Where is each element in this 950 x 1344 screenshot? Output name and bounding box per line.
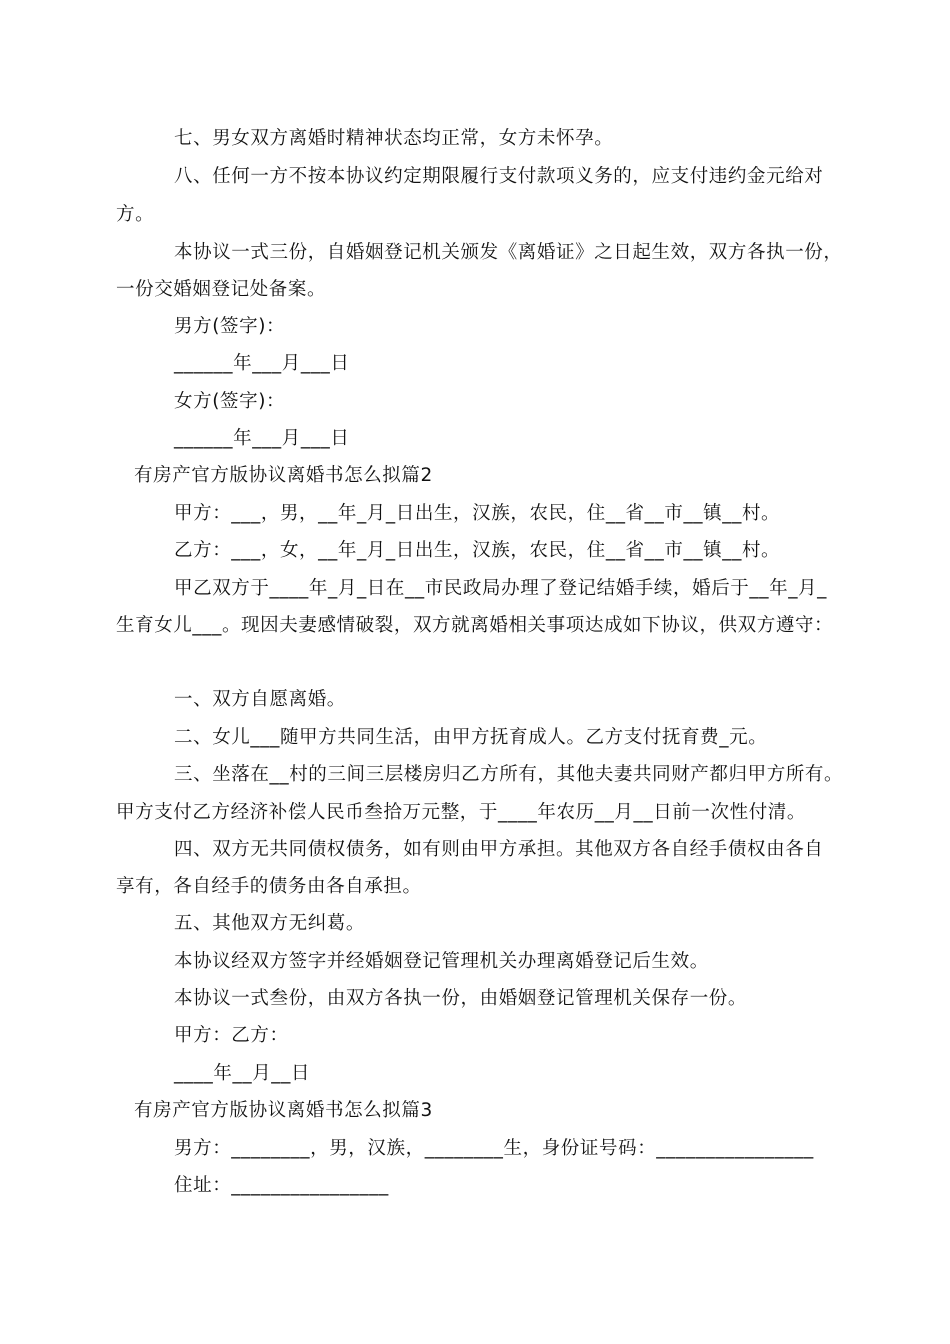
party-b-info: 乙方：___，女，__年_月_日出生，汉族，农民，住__省__市__镇__村。 — [174, 540, 781, 561]
effectiveness-continuation: 一份交婚姻登记处备案。 — [116, 279, 327, 300]
parties-signature-label: 甲方：乙方： — [174, 1025, 289, 1046]
article-3: 三、坐落在__村的三间三层楼房归乙方所有，其他夫妻共同财产都归甲方所有。 — [174, 764, 844, 785]
effectiveness-clause: 本协议经双方签字并经婚姻登记管理机关办理离婚登记后生效。 — [174, 951, 709, 972]
male-party-info: 男方：________，男，汉族，________生，身份证号码：________________ — [174, 1138, 814, 1159]
article-1: 一、双方自愿离婚。 — [174, 689, 346, 710]
clause-7: 七、男女双方离婚时精神状态均正常，女方未怀孕。 — [174, 128, 614, 149]
article-2: 二、女儿___随甲方共同生活，由甲方抚育成人。乙方支付抚育费_元。 — [174, 727, 768, 748]
address-line: 住址：________________ — [174, 1175, 389, 1196]
clause-8: 八、任何一方不按本协议约定期限履行支付款项义务的，应支付违约金元给对 — [174, 166, 824, 187]
article-5: 五、其他双方无纠葛。 — [174, 913, 366, 934]
section-heading-2: 有房产官方版协议离婚书怎么拟篇2 — [134, 465, 433, 486]
section-heading-3: 有房产官方版协议离婚书怎么拟篇3 — [134, 1100, 433, 1121]
female-signature-label: 女方(签字)： — [174, 391, 286, 412]
female-signature-date: ______年___月___日 — [174, 428, 350, 449]
marriage-background: 甲乙双方于____年_月_日在__市民政局办理了登记结婚手续，婚后于__年_月_ — [174, 578, 828, 599]
male-signature-date: ______年___月___日 — [174, 353, 350, 374]
article-3-continuation: 甲方支付乙方经济补偿人民币叁拾万元整，于____年农历__月__日前一次性付清。 — [116, 802, 807, 823]
clause-8-continuation: 方。 — [116, 204, 155, 225]
party-a-info: 甲方：___，男，__年_月_日出生，汉族，农民，住__省__市__镇__村。 — [174, 503, 781, 524]
effectiveness-paragraph: 本协议一式三份，自婚姻登记机关颁发《离婚证》之日起生效，双方各执一份， — [174, 242, 843, 263]
copies-clause: 本协议一式叁份，由双方各执一份，由婚姻登记管理机关保存一份。 — [174, 988, 748, 1009]
article-4: 四、双方无共同债权债务，如有则由甲方承担。其他双方各自经手债权由各自 — [174, 839, 824, 860]
signature-date: ____年__月__日 — [174, 1063, 311, 1084]
male-signature-label: 男方(签字)： — [174, 316, 286, 337]
marriage-background-continuation: 生育女儿___。现因夫妻感情破裂，双方就离婚相关事项达成如下协议，供双方遵守： — [116, 615, 834, 636]
article-4-continuation: 享有，各自经手的债务由各自承担。 — [116, 876, 422, 897]
